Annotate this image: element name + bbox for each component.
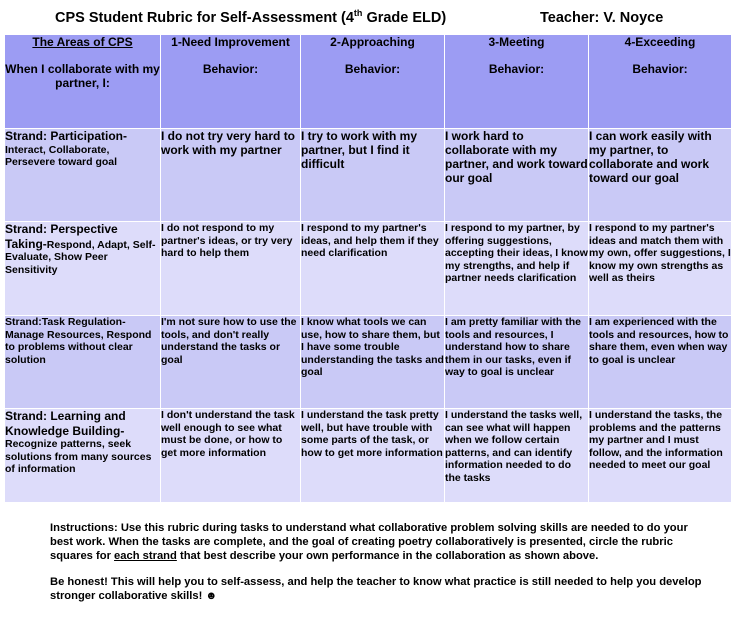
strand-cell: [5, 222, 161, 316]
rubric-cell[interactable]: I do not respond to my partner's ideas, or try very hard to help them: [161, 222, 301, 316]
strand-name: Strand: Perspective Taking-: [5, 222, 118, 251]
strand-description: Respond, Adapt, Self-Evaluate, Show Peer Sensitivity: [5, 238, 156, 276]
level-behavior-label: Behavior:: [344, 62, 401, 76]
areas-subtitle: When I collaborate with my partner, I:: [5, 62, 160, 90]
rubric-cell[interactable]: I work hard to collaborate with my partner, and work toward our goal: [445, 129, 589, 222]
strand-name: Strand: Participation-: [5, 129, 128, 143]
level-behavior-label: Behavior:: [632, 62, 688, 76]
strand-cell: [5, 316, 161, 409]
teacher-name: Teacher: V. Noyce: [540, 10, 664, 26]
level-header-3: [445, 35, 589, 129]
strand-cell: [5, 409, 161, 503]
strand-name: Strand:Task Regulation-: [5, 316, 126, 328]
page-header: [0, 0, 736, 34]
instructions-paragraph: Instructions: Use this rubric during tasks to understand what collaborative problem solving skills are needed to do your best work. When the tasks are complete, and the goal of creating poetry collaboratively is presented, circle the rubric squares for each strand that best describe your own performance in the collaboration as shown above.: [50, 522, 688, 562]
rubric-cell[interactable]: I am pretty familiar with the tools and resources, I understand how to share them in our tasks, even if way to goal is unclear: [445, 316, 589, 409]
honesty-note: Be honest! This will help you to self-assess, and help the teacher to know what practice is still needed to help you develop stronger collaborative skills! ☻: [50, 576, 702, 602]
rubric-cell[interactable]: I'm not sure how to use the tools, and don't really understand the tasks or goal: [161, 316, 301, 409]
level-header-1: [161, 35, 301, 129]
rubric-cell[interactable]: I know what tools we can use, how to share them, but I have some trouble understanding the tasks and goal: [301, 316, 445, 409]
strand-name: Strand: Learning and Knowledge Building-: [5, 409, 126, 438]
rubric-title: CPS Student Rubric for Self-Assessment (4th Grade ELD): [55, 8, 447, 26]
level-behavior-label: Behavior:: [488, 62, 545, 76]
strand-row-learning: [5, 409, 732, 503]
strand-description: Recognize patterns, seek solutions from many sources of information: [5, 438, 152, 475]
instructions: [50, 521, 710, 615]
rubric-cell[interactable]: I understand the tasks, the problems and the patterns my partner and I must follow, and the information needed to meet our goal: [589, 409, 732, 503]
strand-row-task-regulation: [5, 316, 732, 409]
rubric-cell[interactable]: I do not try very hard to work with my partner: [161, 129, 301, 222]
strand-description: Interact, Collaborate, Persevere toward goal: [5, 143, 118, 168]
strand-row-participation: [5, 129, 732, 222]
level-label: 1-Need Improvement: [171, 35, 290, 49]
rubric-cell[interactable]: I respond to my partner, by offering suggestions, accepting their ideas, I know my strengths, and help if partner needs clarification: [445, 222, 589, 316]
rubric-cell[interactable]: I understand the tasks well, can see what will happen when we follow certain patterns, and can identify information needed to do the tasks: [445, 409, 589, 503]
level-header-2: [301, 35, 445, 129]
rubric-cell[interactable]: I respond to my partner's ideas and match them with my own, offer suggestions, I know my own strengths as well as theirs: [589, 222, 732, 316]
areas-title: The Areas of CPS: [32, 35, 133, 49]
level-behavior-label: Behavior:: [202, 62, 259, 76]
header-row: [5, 35, 732, 129]
rubric-cell[interactable]: I try to work with my partner, but I find it difficult: [301, 129, 445, 222]
areas-header-cell: [5, 35, 161, 129]
strand-description: Manage Resources, Respond to problems without clear solution: [5, 328, 152, 366]
level-label: 4-Exceeding: [624, 35, 696, 49]
strand-cell: [5, 129, 161, 222]
rubric-cell[interactable]: I don't understand the task well enough to see what must be done, or how to get more information: [161, 409, 301, 503]
level-label: 3-Meeting: [488, 35, 545, 49]
rubric-table: [4, 34, 732, 503]
level-header-4: [589, 35, 732, 129]
level-label: 2-Approaching: [330, 35, 415, 49]
rubric-cell[interactable]: I respond to my partner's ideas, and help them if they need clarification: [301, 222, 445, 316]
rubric-cell[interactable]: I am experienced with the tools and resources, how to share them, even when way to goal is unclear: [589, 316, 732, 409]
rubric-cell[interactable]: I can work easily with my partner, to collaborate and work toward our goal: [589, 129, 732, 222]
rubric-cell[interactable]: I understand the task pretty well, but have trouble with some parts of the task, or how to get more information: [301, 409, 445, 503]
strand-row-perspective-taking: [5, 222, 732, 316]
